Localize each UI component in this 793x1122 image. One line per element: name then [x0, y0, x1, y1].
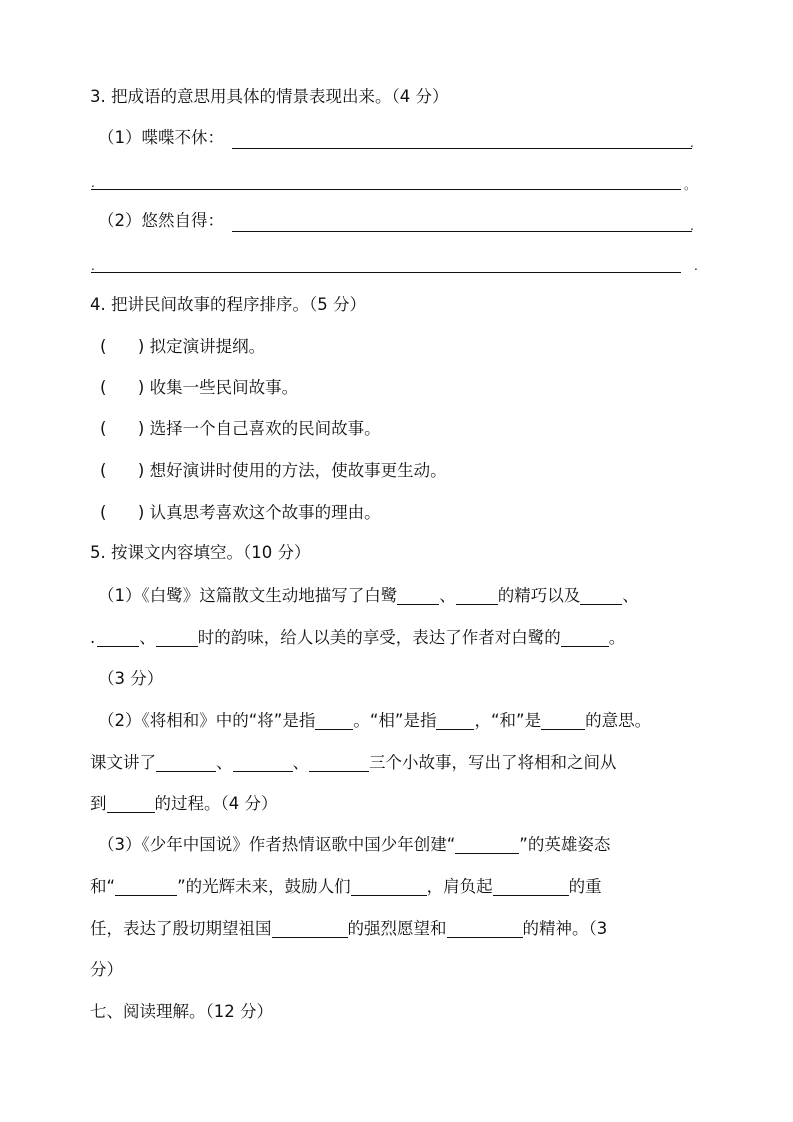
blank[interactable]: [541, 711, 585, 730]
q5-p3-line4: 分）: [90, 960, 123, 979]
blank[interactable]: [315, 711, 353, 730]
text: 三个小故事，写出了将相和之间从: [369, 753, 617, 772]
q3-dot: .: [690, 136, 694, 150]
q5-p2-line1: [98, 710, 651, 732]
blank[interactable]: [272, 919, 348, 938]
q3-item-2-answer-line-1[interactable]: [232, 231, 692, 232]
q4-step: [100, 418, 381, 440]
text: （1）《白鹭》这篇散文生动地描写了白鹭: [98, 586, 398, 605]
order-bracket[interactable]: ( ): [100, 461, 145, 480]
blank[interactable]: [309, 753, 369, 772]
q3-item-2-label: （2）悠然自得：: [98, 211, 224, 230]
text: 的重: [568, 877, 602, 896]
q5-score: （10 分）: [243, 543, 311, 562]
blank[interactable]: [156, 628, 198, 647]
text: ”的英雄姿态: [519, 835, 611, 854]
order-bracket[interactable]: ( ): [100, 419, 145, 438]
order-bracket[interactable]: ( ): [100, 378, 145, 397]
q3-title: [90, 86, 449, 108]
q4-step: [100, 460, 447, 482]
q3-score: （4 分）: [391, 87, 449, 106]
blank[interactable]: [493, 877, 569, 896]
section7-title-text: 七、阅读理解。: [90, 1002, 206, 1021]
text: 的意思。: [585, 711, 652, 730]
text: 的精巧以及: [497, 586, 581, 605]
text: （2）《将相和》中的“将”是指: [98, 711, 316, 730]
q3-dot: .: [91, 176, 95, 190]
q3-dot: .: [690, 219, 694, 233]
blank[interactable]: [97, 628, 139, 647]
blank[interactable]: [351, 877, 427, 896]
blank[interactable]: [447, 919, 523, 938]
q3-item-2-end-mark: .: [694, 259, 698, 273]
q5-p3-line2: [90, 876, 602, 898]
text: 到: [90, 794, 107, 813]
q4-step: [100, 502, 381, 524]
section7-score: （12 分）: [205, 1002, 273, 1021]
text: 课文讲了: [90, 753, 156, 772]
text: 、: [139, 628, 156, 647]
text: 时的韵味，给人以美的享受，表达了作者对白鹭的: [197, 628, 561, 647]
order-bracket[interactable]: ( ): [100, 503, 145, 522]
q5-title: [90, 542, 311, 564]
q5-p1-score: （3 分）: [98, 669, 164, 688]
section7-title: [90, 1001, 273, 1023]
text: 。“相”是指: [353, 711, 437, 730]
q5-p3-line3: [90, 918, 607, 940]
q3-item-2-answer-line-2[interactable]: [91, 272, 681, 273]
q3-dot: .: [91, 259, 95, 273]
q3-item-1-end-mark: 。: [684, 178, 697, 192]
blank[interactable]: [115, 877, 177, 896]
text: 和“: [90, 877, 116, 896]
q5-p2-line2: [90, 752, 617, 774]
q5-p1-line1: [98, 585, 639, 607]
text: 、: [622, 586, 639, 605]
text: .: [90, 628, 96, 647]
text: 。: [608, 628, 626, 647]
text: 的过程。（4 分）: [154, 794, 278, 813]
q4-step-text: 想好演讲时使用的方法，使故事更生动。: [149, 461, 447, 480]
text: 的精神。（3: [522, 919, 608, 938]
q3-item-1-label: （1）喋喋不休：: [98, 128, 224, 147]
text: ，“和”是: [474, 711, 542, 730]
q3-item-1-answer-line-2[interactable]: [91, 189, 681, 190]
q4-score: （5 分）: [309, 295, 366, 314]
text: ，肩负起: [426, 877, 493, 896]
blank[interactable]: [156, 753, 216, 772]
text: （3）《少年中国说》作者热情讴歌中国少年创建“: [98, 835, 456, 854]
q5-p2-line3: [90, 793, 278, 815]
q5-p3-line1: [98, 834, 610, 856]
text: 、: [439, 586, 456, 605]
q4-step-text: 收集一些民间故事。: [149, 378, 299, 397]
blank[interactable]: [107, 794, 155, 813]
blank[interactable]: [580, 586, 622, 605]
text: 任，表达了殷切期望祖国: [90, 919, 272, 938]
q5-title-text: 5. 按课文内容填空。: [90, 543, 243, 562]
order-bracket[interactable]: ( ): [100, 337, 145, 356]
blank[interactable]: [456, 586, 498, 605]
blank[interactable]: [561, 628, 609, 647]
blank[interactable]: [233, 753, 293, 772]
blank[interactable]: [397, 586, 439, 605]
q4-step: [100, 336, 265, 358]
q4-step-text: 选择一个自己喜欢的民间故事。: [149, 419, 381, 438]
text: 、: [292, 753, 309, 772]
blank[interactable]: [455, 835, 519, 854]
text: 的强烈愿望和: [347, 919, 447, 938]
q4-step: [100, 377, 298, 399]
q4-title-text: 4. 把讲民间故事的程序排序。: [90, 295, 309, 314]
q3-title-text: 3. 把成语的意思用具体的情景表现出来。: [90, 87, 392, 106]
q4-step-text: 拟定演讲提纲。: [149, 337, 266, 356]
blank[interactable]: [436, 711, 474, 730]
q5-p1-line2: [90, 627, 625, 649]
text: 、: [216, 753, 233, 772]
q4-title: [90, 294, 366, 316]
q3-item-1-answer-line-1[interactable]: [232, 148, 692, 149]
q4-step-text: 认真思考喜欢这个故事的理由。: [149, 503, 381, 522]
text: ”的光辉未来，鼓励人们: [177, 877, 351, 896]
